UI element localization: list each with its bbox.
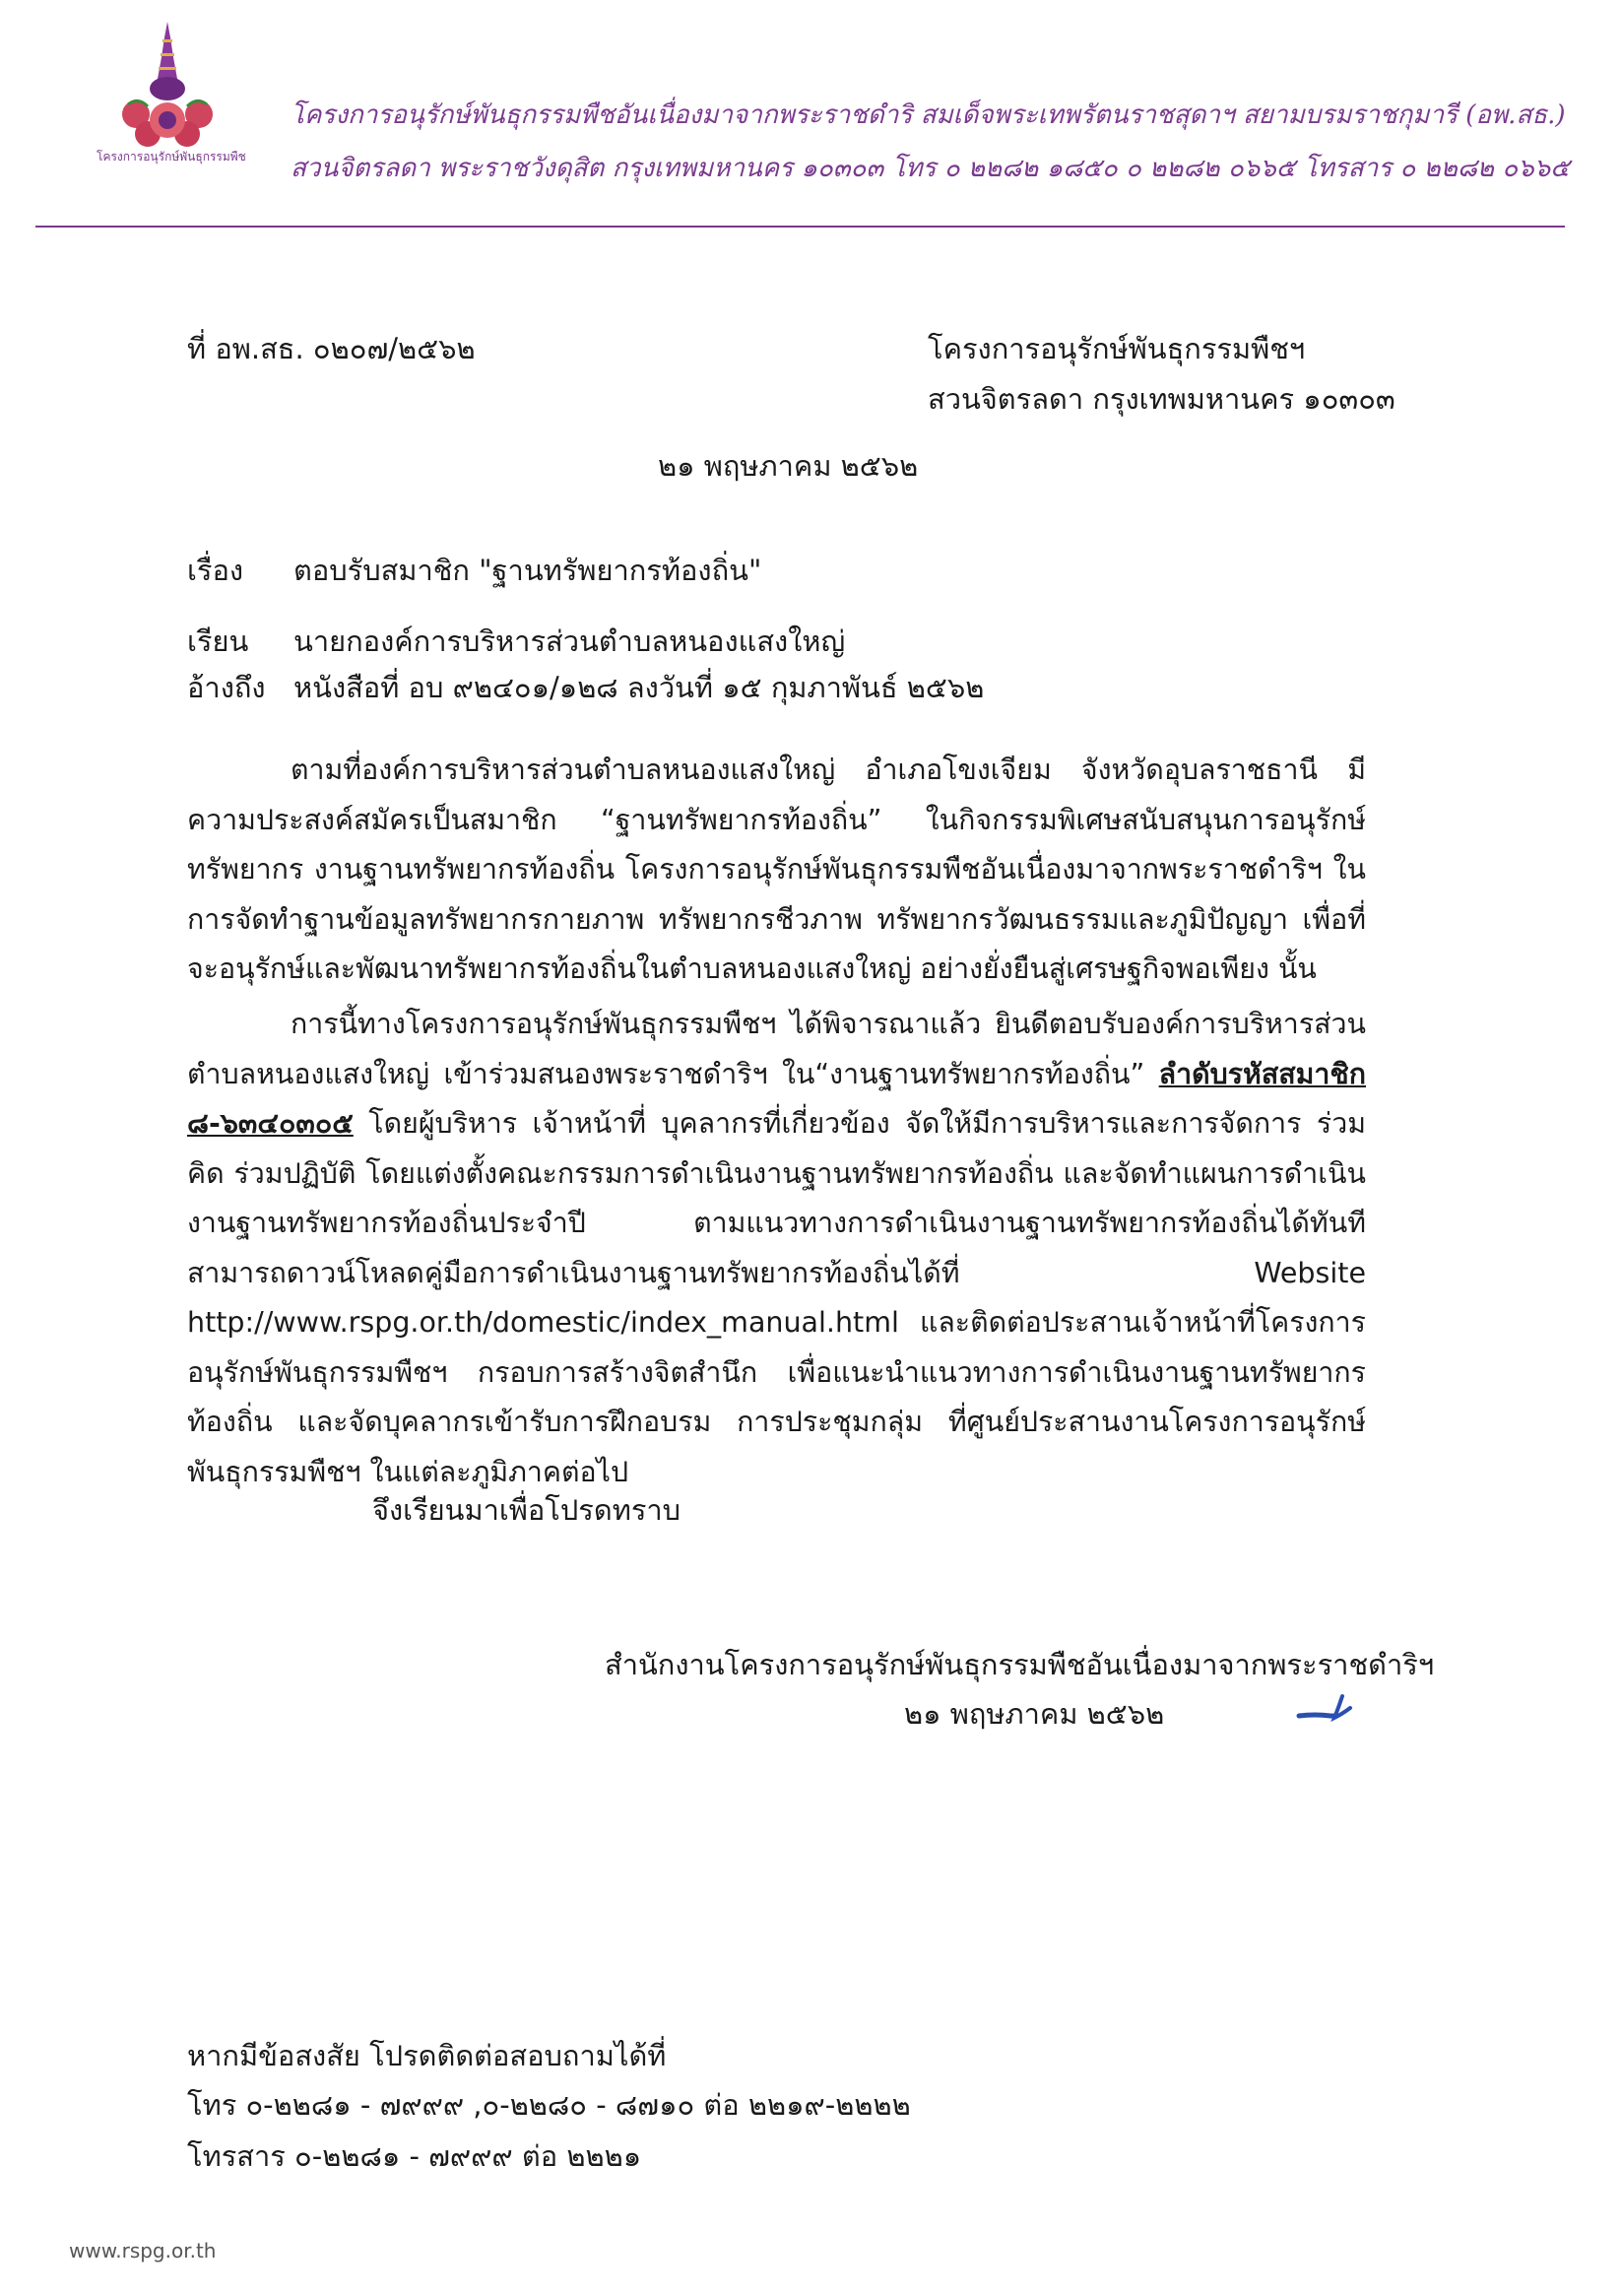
paragraph-2-before: การนี้ทางโครงการอนุรักษ์พันธุกรรมพืชฯ ได้พิจารณาแล้ว ยินดีตอบรับองค์การบริหารส่วนตำบลหนองแสงใหญ่ เข้าร่วมสนองพระราชดำริฯ ใน“งานฐานทรัพยากรท้องถิ่น”: [187, 1008, 1366, 1090]
contact-fax: โทรสาร ๐-๒๒๘๑ - ๗๙๙๙ ต่อ ๒๒๒๑: [187, 2139, 642, 2173]
closing-line: จึงเรียนมาเพื่อโปรดทราบ: [372, 1493, 681, 1527]
reference-text: หนังสือที่ อบ ๙๒๔๐๑/๑๒๘ ลงวันที่ ๑๕ กุมภาพันธ์ ๒๕๖๒: [293, 671, 985, 704]
signing-office: สำนักงานโครงการอนุรักษ์พันธุกรรมพืชอันเนื่องมาจากพระราชดำริฯ: [605, 1648, 1435, 1681]
signature-mark-icon: [1295, 1686, 1364, 1726]
reference-number: ที่ อพ.สธ. ๐๒๐๗/๒๕๖๒: [187, 332, 476, 365]
footer-website: www.rspg.or.th: [69, 2239, 217, 2263]
subject-label: เรื่อง: [187, 554, 244, 587]
recipient-text: นายกองค์การบริหารส่วนตำบลหนองแสงใหญ่: [293, 624, 846, 658]
body-paragraph-2: [187, 1000, 1366, 1497]
contact-intro: หากมีข้อสงสัย โปรดติดต่อสอบถามได้ที่: [187, 2039, 667, 2072]
letterhead-divider: [35, 226, 1565, 228]
signature-date: ๒๑ พฤษภาคม ๒๕๖๒: [904, 1697, 1165, 1731]
letterhead-title: โครงการอนุรักษ์พันธุกรรมพืชอันเนื่องมาจากพระราชดำริ สมเด็จพระเทพรัตนราชสุดาฯ สยามบรมราชกุมารี (อพ.สธ.): [291, 100, 1566, 130]
letterhead-address: สวนจิตรลดา พระราชวังดุสิต กรุงเทพมหานคร ๑๐๓๐๓ โทร ๐ ๒๒๘๒ ๑๘๕๐ ๐ ๒๒๘๒ ๐๖๖๕ โทรสาร ๐ ๒๒๘๒ ๐๖๖๕: [291, 154, 1570, 183]
body-paragraph-1: [187, 746, 1366, 995]
sender-address: สวนจิตรลดา กรุงเทพมหานคร ๑๐๓๐๓: [928, 382, 1395, 416]
letter-date: ๒๑ พฤษภาคม ๒๕๖๒: [658, 449, 919, 483]
reference-label: อ้างถึง: [187, 671, 266, 704]
sender-organization: โครงการอนุรักษ์พันธุกรรมพืชฯ: [928, 332, 1306, 365]
paragraph-1-text: ตามที่องค์การบริหารส่วนตำบลหนองแสงใหญ่ อำเภอโขงเจียม จังหวัดอุบลราชธานี มีความประสงค์สมัครเป็นสมาชิก “ฐานทรัพยากรท้องถิ่น” ในกิจกรรมพิเศษสนับสนุนการอนุรักษ์ทรัพยากร งานฐานทรัพยากรท้องถิ่น โครงการอนุรักษ์พันธุกรรมพืชอันเนื่องมาจากพระราชดำริฯ ในการจัดทำฐานข้อมูลทรัพยากรกายภาพ ทรัพยากรชีวภาพ ทรัพยากรวัฒนธรรมและภูมิปัญญา เพื่อที่จะอนุรักษ์และพัฒนาทรัพยากรท้องถิ่นในตำบลหนองแสงใหญ่ อย่างยั่งยืนสู่เศรษฐกิจพอเพียง นั้น: [187, 754, 1366, 985]
member-code: ลำดับรหัสสมาชิก ๘-๖๓๔๐๓๐๕: [187, 1057, 1366, 1140]
contact-phone: โทร ๐-๒๒๘๑ - ๗๙๙๙ ,๐-๒๒๘๐ - ๘๗๑๐ ต่อ ๒๒๑๙-๒๒๒๒: [187, 2088, 911, 2122]
subject-text: ตอบรับสมาชิก "ฐานทรัพยากรท้องถิ่น": [293, 554, 762, 587]
recipient-label: เรียน: [187, 624, 249, 658]
paragraph-2-after: โดยผู้บริหาร เจ้าหน้าที่ บุคลากรที่เกี่ยวข้อง จัดให้มีการบริหารและการจัดการ ร่วมคิด ร่วมปฏิบัติ โดยแต่งตั้งคณะกรรมการดำเนินงานฐานทรัพยากรท้องถิ่น และจัดทำแผนการดำเนินงานฐานทรัพยากรท้องถิ่นประจำปี ตามแนวทางการดำเนินงานฐานทรัพยากรท้องถิ่นได้ทันที สามารถดาวน์โหลดคู่มือการดำเนินงานฐานทรัพยากรท้องถิ่นได้ที่ Website http://www.rspg.or.th/domestic/index_manual.html และติดต่อประสานเจ้าหน้าที่โครงการอนุรักษ์พันธุกรรมพืชฯ กรอบการสร้างจิตสำนึก เพื่อแนะนำแนวทางการดำเนินงานฐานทรัพยากรท้องถิ่น และจัดบุคลากรเข้ารับการฝึกอบรม การประชุมกลุ่ม ที่ศูนย์ประสานงานโครงการอนุรักษ์พันธุกรรมพืชฯ ในแต่ละภูมิภาคต่อไป: [187, 1107, 1366, 1488]
logo-caption: โครงการอนุรักษ์พันธุกรรมพืช: [97, 150, 246, 164]
